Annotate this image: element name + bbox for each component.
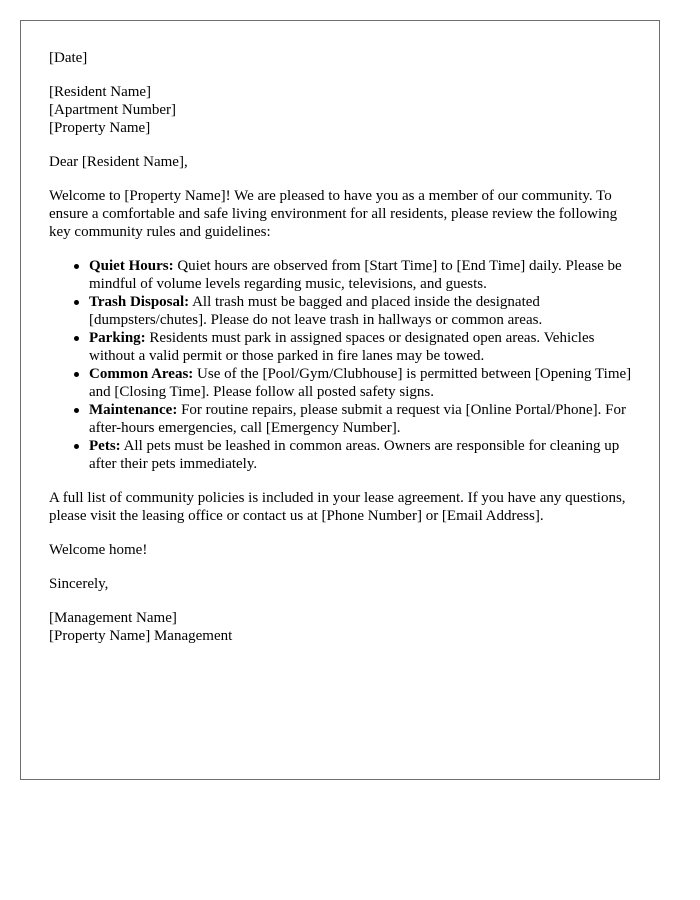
recipient-property: [Property Name] — [49, 120, 151, 136]
rule-term: Trash Disposal: — [89, 294, 190, 310]
rule-text: Use of the [Pool/Gym/Clubhouse] is permitted between [Opening Time] and [Closing Time]. Please follow all posted safety signs. — [89, 366, 632, 400]
bullet-icon — [74, 264, 79, 269]
rule-text: Quiet hours are observed from [Start Time] to [End Time] daily. Please be mindful of volume levels regarding music, televisions, and guests. — [89, 258, 622, 292]
closing-paragraph: A full list of community policies is included in your lease agreement. If you have any questions, please visit the leasing office or contact us at [Phone Number] or [Email Address]. — [49, 490, 626, 524]
rule-term: Quiet Hours: — [89, 258, 174, 274]
signature-name: [Management Name] — [49, 610, 177, 626]
letter-body — [49, 49, 634, 661]
rule-text: All pets must be leashed in common areas. Owners are responsible for cleaning up after their pets immediately. — [89, 438, 620, 472]
list-item — [89, 365, 634, 401]
bullet-icon — [74, 300, 79, 305]
welcome-line: Welcome home! — [49, 542, 148, 558]
rule-text: For routine repairs, please submit a request via [Online Portal/Phone]. For after-hours emergencies, call [Emergency Number]. — [89, 402, 626, 436]
signature-org: [Property Name] Management — [49, 628, 233, 644]
salutation: Dear [Resident Name], — [49, 154, 188, 170]
bullet-icon — [74, 372, 79, 377]
rules-list — [49, 257, 634, 473]
bullet-icon — [74, 408, 79, 413]
signature-block — [49, 609, 634, 645]
rule-term: Common Areas: — [89, 366, 194, 382]
rule-term: Maintenance: — [89, 402, 178, 418]
bullet-icon — [74, 444, 79, 449]
letter-date: [Date] — [49, 50, 88, 66]
recipient-name: [Resident Name] — [49, 84, 152, 100]
list-item — [89, 329, 634, 365]
list-item — [89, 293, 634, 329]
rule-term: Pets: — [89, 438, 121, 454]
recipient-apartment: [Apartment Number] — [49, 102, 177, 118]
intro-paragraph: Welcome to [Property Name]! We are pleased to have you as a member of our community. To ensure a comfortable and safe living environment for all residents, please review the following key community rules and guidelines: — [49, 188, 618, 240]
rule-text: Residents must park in assigned spaces or designated open areas. Vehicles without a valid permit or those parked in fire lanes may be towed. — [89, 330, 595, 364]
list-item — [89, 257, 634, 293]
list-item — [89, 437, 634, 473]
recipient-block — [49, 83, 634, 137]
signoff: Sincerely, — [49, 576, 109, 592]
letter-page — [20, 20, 660, 780]
list-item — [89, 401, 634, 437]
rule-term: Parking: — [89, 330, 146, 346]
rule-text: All trash must be bagged and placed inside the designated [dumpsters/chutes]. Please do not leave trash in hallways or common areas. — [89, 294, 543, 328]
bullet-icon — [74, 336, 79, 341]
